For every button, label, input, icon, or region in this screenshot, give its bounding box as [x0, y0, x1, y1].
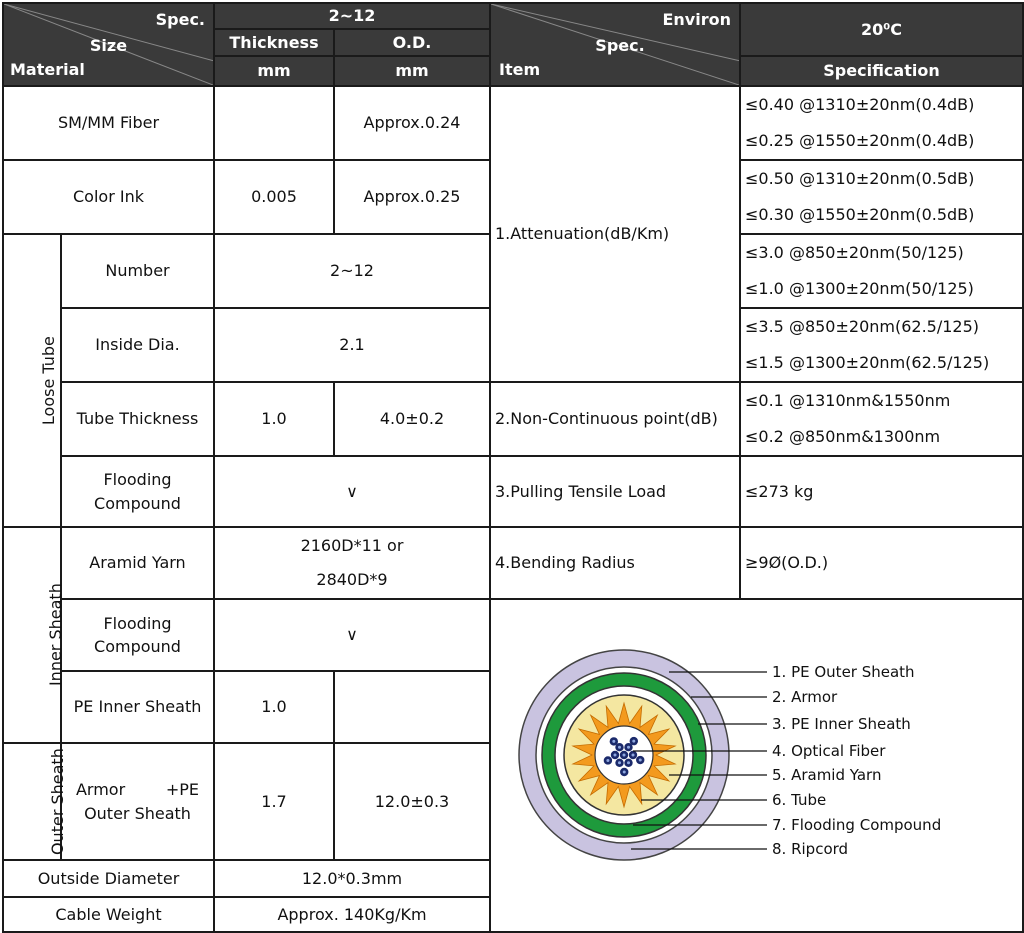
- pe-inner-sheath-label: PE Inner Sheath: [61, 671, 214, 743]
- specification-header: Specification: [740, 56, 1023, 86]
- non-continuous-spec: [740, 382, 1023, 456]
- optical-fiber-core: [614, 754, 617, 757]
- outer-sheath-label: Outer Sheath: [47, 748, 67, 855]
- spec-line: ≤0.1 @1310nm&1550nm: [745, 391, 951, 410]
- environ-header-label: Environ: [662, 10, 731, 29]
- spec-line: ≤0.2 @850nm&1300nm: [745, 427, 941, 446]
- optical-fiber-core: [618, 746, 621, 749]
- environ-item-header: [490, 3, 740, 86]
- spec-line: ≤0.30 @1550±20nm(0.5dB): [745, 205, 975, 224]
- spec-table: [2, 2, 1024, 933]
- cable-weight-label: Cable Weight: [3, 897, 214, 932]
- optical-fiber-core: [632, 754, 635, 757]
- cable-cross-section-diagram: [490, 599, 1023, 932]
- attenuation-spec-a: [740, 86, 1023, 160]
- number-label: Number: [61, 234, 214, 308]
- color-ink-label: Color Ink: [3, 160, 214, 234]
- sm-mm-fiber-label: SM/MM Fiber: [3, 86, 214, 160]
- diagram-label-4: 4. Optical Fiber: [772, 742, 886, 760]
- tube-thickness-od: 4.0±0.2: [334, 382, 490, 456]
- armor-pe-label: [61, 743, 214, 860]
- sm-mm-fiber-thickness: [214, 86, 334, 160]
- cable-weight-value: Approx. 140Kg/Km: [214, 897, 490, 932]
- optical-fiber-core: [618, 761, 621, 764]
- spec-header-label: Spec.: [155, 10, 205, 29]
- od-header: O.D.: [334, 29, 490, 56]
- pulling-load-item: 3.Pulling Tensile Load: [490, 456, 740, 527]
- spec-line: ≤0.50 @1310±20nm(0.5dB): [745, 169, 975, 188]
- optical-fiber-core: [606, 759, 609, 762]
- cable-diagram-svg: [491, 600, 1021, 933]
- aramid-value-line2: 2840D*9: [316, 570, 388, 589]
- armor-line2: Outer Sheath: [84, 803, 191, 823]
- attenuation-item: 1.Attenuation(dB/Km): [490, 86, 740, 382]
- fiber-count-header: 2~12: [214, 3, 490, 29]
- aramid-value-line1: 2160D*11 or: [300, 536, 404, 555]
- spec-line: ≤1.0 @1300±20nm(50/125): [745, 279, 974, 298]
- tube-thickness-label: Tube Thickness: [61, 382, 214, 456]
- flooding-line1: Flooding: [103, 470, 172, 490]
- spec-line: ≤0.25 @1550±20nm(0.4dB): [745, 131, 975, 150]
- outer-sheath-group: [3, 743, 67, 860]
- spec-line: ≤3.0 @850±20nm(50/125): [745, 243, 964, 262]
- spec-line: ≤1.5 @1300±20nm(62.5/125): [745, 353, 990, 372]
- flooding-compound-label: [61, 456, 214, 527]
- cable-cross-section: [519, 650, 729, 860]
- diagram-label-2: 2. Armor: [772, 688, 838, 706]
- aramid-yarn-value: [214, 527, 490, 599]
- od-unit: mm: [334, 56, 490, 86]
- inner-sheath-label: Inner Sheath: [45, 583, 65, 687]
- tube-thickness-thickness: 1.0: [214, 382, 334, 456]
- flooding-line2: Compound: [94, 493, 181, 513]
- material-header-label: Material: [10, 59, 85, 79]
- number-value: 2~12: [214, 234, 490, 308]
- diagram-label-8: 8. Ripcord: [772, 840, 849, 858]
- flooding-compound-value: ∨: [214, 599, 490, 671]
- loose-tube-label: Loose Tube: [38, 336, 58, 425]
- thickness-header: Thickness: [214, 29, 334, 56]
- inside-dia-label: Inside Dia.: [61, 308, 214, 382]
- pe-inner-sheath-od: [334, 671, 490, 743]
- bending-radius-spec: ≥9Ø(O.D.): [740, 527, 1023, 599]
- thickness-unit: mm: [214, 56, 334, 86]
- diagram-label-6: 6. Tube: [772, 791, 827, 809]
- attenuation-spec-d: [740, 308, 1023, 382]
- armor-od: 12.0±0.3: [334, 743, 490, 860]
- outside-diameter-label: Outside Diameter: [3, 860, 214, 897]
- non-continuous-item: 2.Non-Continuous point(dB): [490, 382, 740, 456]
- aramid-yarn-label: Aramid Yarn: [61, 527, 214, 599]
- flooding-compound-label: [61, 599, 214, 671]
- flooding-line2: Compound: [94, 637, 181, 656]
- loose-tube-group: [3, 234, 61, 527]
- armor-line1: Armor +PE: [75, 780, 200, 800]
- attenuation-spec-c: [740, 234, 1023, 308]
- outside-diameter-value: 12.0*0.3mm: [214, 860, 490, 897]
- diagram-label-7: 7. Flooding Compound: [772, 816, 942, 834]
- pe-inner-sheath-thickness: 1.0: [214, 671, 334, 743]
- optical-fiber-core: [627, 761, 630, 764]
- diagram-label-3: 3. PE Inner Sheath: [772, 715, 911, 733]
- pulling-load-spec: ≤273 kg: [740, 456, 1023, 527]
- item-header-label: Item: [499, 59, 541, 79]
- bending-radius-item: 4.Bending Radius: [490, 527, 740, 599]
- optical-fiber-core: [639, 759, 642, 762]
- spec-line: ≤3.5 @850±20nm(62.5/125): [745, 317, 980, 336]
- size-material-header: [3, 3, 214, 86]
- armor-thickness: 1.7: [214, 743, 334, 860]
- color-ink-thickness: 0.005: [214, 160, 334, 234]
- optical-fiber-core: [623, 770, 626, 773]
- optical-fiber-core: [627, 746, 630, 749]
- spec2-header-label: Spec.: [595, 36, 645, 55]
- inside-dia-value: 2.1: [214, 308, 490, 382]
- temperature-header: 20⁰C: [740, 3, 1023, 56]
- spec-line: ≤0.40 @1310±20nm(0.4dB): [745, 95, 975, 114]
- attenuation-spec-b: [740, 160, 1023, 234]
- sm-mm-fiber-od: Approx.0.24: [334, 86, 490, 160]
- inner-sheath-group: [3, 527, 65, 743]
- optical-fiber-core: [632, 740, 635, 743]
- size-header-label: Size: [89, 36, 128, 55]
- diagram-label-5: 5. Aramid Yarn: [772, 766, 882, 784]
- diagram-label-1: 1. PE Outer Sheath: [772, 663, 915, 681]
- color-ink-od: Approx.0.25: [334, 160, 490, 234]
- flooding-line1: Flooding: [103, 613, 172, 633]
- flooding-compound-value: ∨: [214, 456, 490, 527]
- optical-fiber-core: [612, 740, 615, 743]
- optical-fiber-core: [623, 754, 626, 757]
